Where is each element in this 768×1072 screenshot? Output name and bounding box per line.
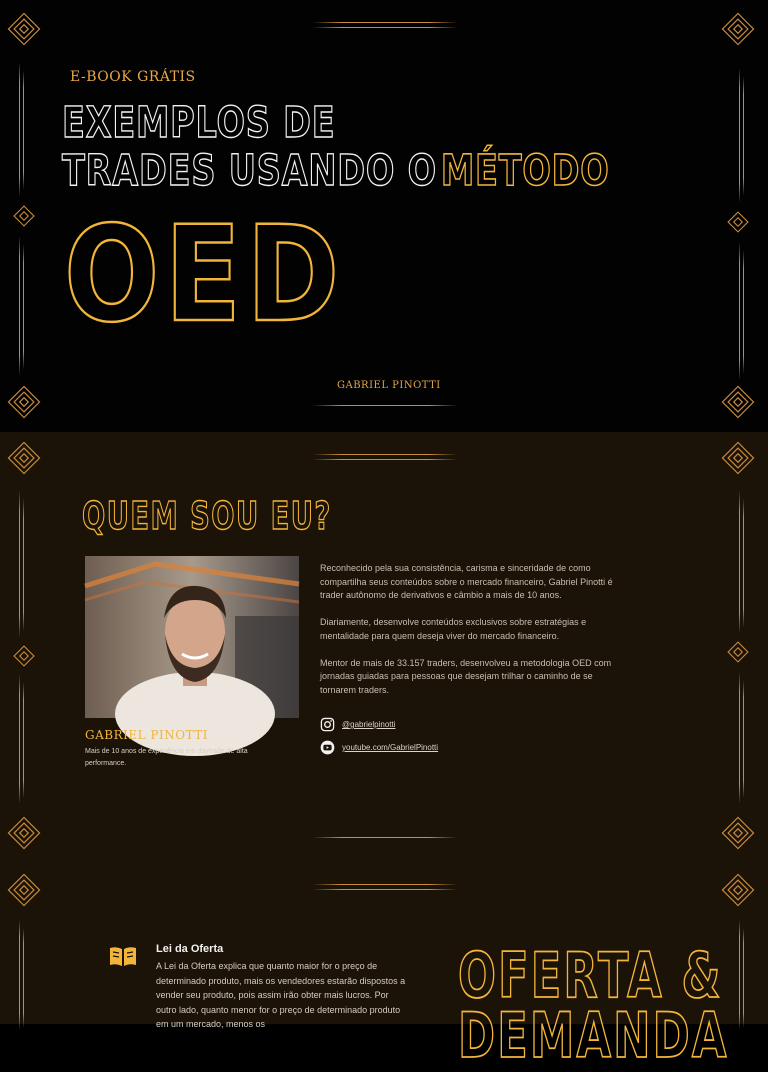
- cover-title-line2-white: TRADES USANDO O: [62, 146, 437, 196]
- about-bio: [320, 562, 630, 711]
- side-ornament-icon: [726, 210, 750, 234]
- border-line: [19, 920, 20, 1030]
- border-line: [312, 884, 458, 885]
- border-line: [739, 920, 740, 1030]
- author-name: GABRIEL PINOTTI: [85, 728, 209, 742]
- border-line: [743, 76, 744, 196]
- border-line: [19, 674, 20, 804]
- ebook-kicker: E-BOOK GRÁTIS: [70, 69, 196, 85]
- cover-page: [0, 0, 768, 432]
- border-line: [312, 889, 458, 890]
- youtube-icon: [320, 740, 335, 755]
- side-ornament-icon: [12, 204, 36, 228]
- border-line: [743, 498, 744, 628]
- border-line: [23, 682, 24, 798]
- corner-ornament-icon: [6, 815, 42, 851]
- border-line: [23, 70, 24, 190]
- supply-demand-page: [0, 872, 768, 1072]
- book-icon: [108, 944, 138, 968]
- border-line: [739, 68, 740, 203]
- corner-ornament-icon: [720, 872, 756, 908]
- border-line: [23, 498, 24, 632]
- cover-title-line1: EXEMPLOS DE: [62, 98, 336, 148]
- youtube-link[interactable]: youtube.com/GabrielPinotti: [342, 743, 439, 752]
- law-text: A Lei da Oferta explica que quanto maior for o preço de determinado produto, mais os vendedores estarão dispostos a vender seu produto, pois assim irão obter mais lucros. Por outro lado, quanto menor for o preço de determinado produto em um mercado, menos os: [156, 961, 406, 1029]
- border-line: [19, 62, 20, 197]
- social-youtube[interactable]: [320, 740, 438, 755]
- about-heading: QUEM SOU EU?: [82, 494, 332, 538]
- supply-demand-heading-line1: OFERTA &: [458, 939, 723, 1012]
- corner-ornament-icon: [6, 11, 42, 47]
- supply-demand-heading-line2: DEMANDA: [458, 999, 729, 1072]
- corner-ornament-icon: [720, 11, 756, 47]
- border-line: [312, 454, 458, 455]
- corner-ornament-icon: [720, 384, 756, 420]
- instagram-icon: [320, 717, 335, 732]
- border-line: [19, 490, 20, 638]
- corner-ornament-icon: [6, 872, 42, 908]
- border-line: [743, 250, 744, 374]
- cover-title-line2-gold: MÉTODO: [440, 146, 610, 196]
- bio-paragraph: Reconhecido pela sua consistência, carisma e sinceridade de como compartilha seus conteúdos sobre o mercado financeiro, Gabriel Pinotti é trader autônomo de derivativos e câmbio a mais de 10 anos.: [320, 563, 613, 600]
- bio-paragraph: Mentor de mais de 33.157 traders, desenvolveu a metodologia OED com jornadas guiadas para pessoas que desejam trilhar o caminho de se tornarem traders.: [320, 657, 612, 695]
- border-line: [23, 928, 24, 1028]
- border-line: [312, 837, 458, 838]
- side-ornament-icon: [12, 644, 36, 668]
- border-line: [19, 236, 20, 376]
- cover-title-big: OED: [64, 198, 345, 352]
- border-line: [312, 405, 458, 406]
- border-line: [23, 244, 24, 370]
- author-photo: [85, 556, 299, 718]
- cover-author: GABRIEL PINOTTI: [337, 380, 441, 391]
- border-line: [739, 490, 740, 634]
- instagram-link[interactable]: @gabrielpinotti: [342, 720, 396, 729]
- about-page: [0, 432, 768, 872]
- social-instagram[interactable]: [320, 717, 395, 732]
- corner-ornament-icon: [6, 440, 42, 476]
- corner-ornament-icon: [720, 815, 756, 851]
- author-caption: Mais de 10 anos de experiência em daytrade de alta performance.: [85, 748, 248, 767]
- side-ornament-icon: [726, 640, 750, 664]
- corner-ornament-icon: [720, 440, 756, 476]
- border-line: [739, 672, 740, 804]
- bio-paragraph: Diariamente, desenvolve conteúdos exclusivos sobre estratégias e mentalidade para quem deseja viver do mercado financeiro.: [320, 617, 587, 641]
- cover-title-line2: [62, 146, 610, 196]
- border-line: [743, 928, 744, 1028]
- border-line: [312, 459, 458, 460]
- border-line: [739, 242, 740, 380]
- corner-ornament-icon: [6, 384, 42, 420]
- border-line: [743, 680, 744, 798]
- border-line: [312, 22, 458, 23]
- law-title: Lei da Oferta: [156, 943, 224, 955]
- border-line: [312, 27, 458, 28]
